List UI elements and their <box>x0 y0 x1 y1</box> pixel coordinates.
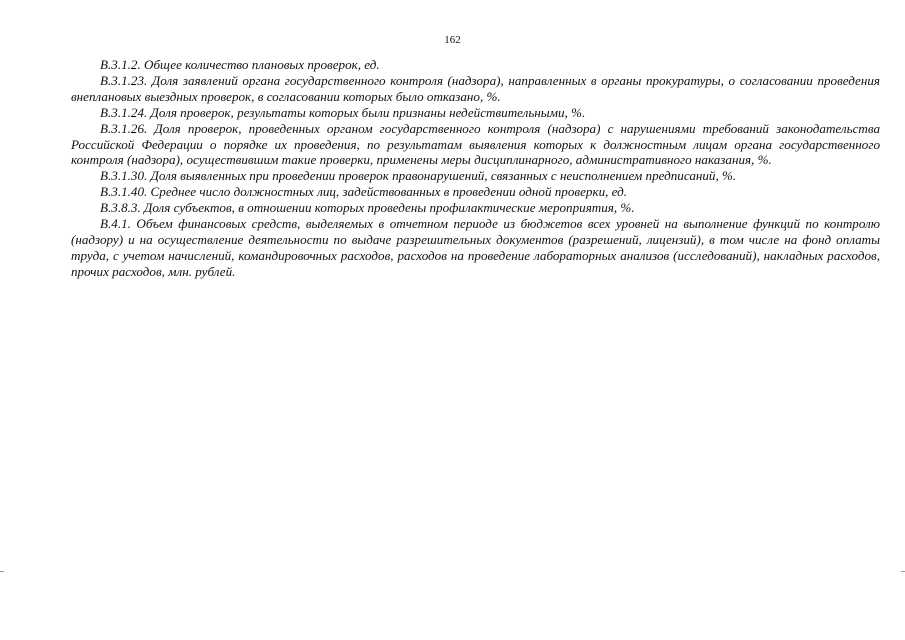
right-edge-mark <box>901 571 905 572</box>
paragraph-b3-1-23: В.3.1.23. Доля заявлений органа государственного контроля (надзора), направленных в органы прокуратуры, о согласовании проведения внеплановых выездных проверок, в согласовании которых было отказано, %. <box>71 72 880 104</box>
left-edge-mark <box>0 571 4 572</box>
paragraph-b3-1-40: В.3.1.40. Среднее число должностных лиц, задействованных в проведении одной проверки, ед. <box>100 184 628 200</box>
page-number: 162 <box>444 34 461 46</box>
paragraph-b3-1-26: В.3.1.26. Доля проверок, проведенных органом государственного контроля (надзора) с нарушениями требований законодательства Российской Федерации о порядке их проведения, по результатам выявления которых к должностным лицам органа государственного контроля (надзора), осуществившим такие проверки, применены меры дисциплинарного, административного наказания, %. <box>71 120 880 168</box>
paragraph-b3-1-30: В.3.1.30. Доля выявленных при проведении проверок правонарушений, связанных с неисполнением предписаний, %. <box>100 168 737 184</box>
paragraph-b3-1-2: В.3.1.2. Общее количество плановых проверок, ед. <box>100 57 380 72</box>
paragraph-b3-8-3: В.3.8.3. Доля субъектов, в отношении которых проведены профилактические мероприятия, %. <box>100 200 635 216</box>
paragraph-b4-1: В.4.1. Объем финансовых средств, выделяемых в отчетном периоде из бюджетов всех уровней на выполнение функций по контролю (надзору) и на осуществление деятельности по выдаче разрешительных документов (разрешений, лицензий), в том числе на фонд оплаты труда, с учетом начислений, командировочных расходов, расходов на проведение лабораторных анализов (исследований), накладных расходов, прочих расходов, млн. рублей. <box>71 216 880 279</box>
paragraph-b3-1-24: В.3.1.24. Доля проверок, результаты которых были признаны недействительными, %. <box>100 104 586 120</box>
document-body <box>71 57 880 280</box>
